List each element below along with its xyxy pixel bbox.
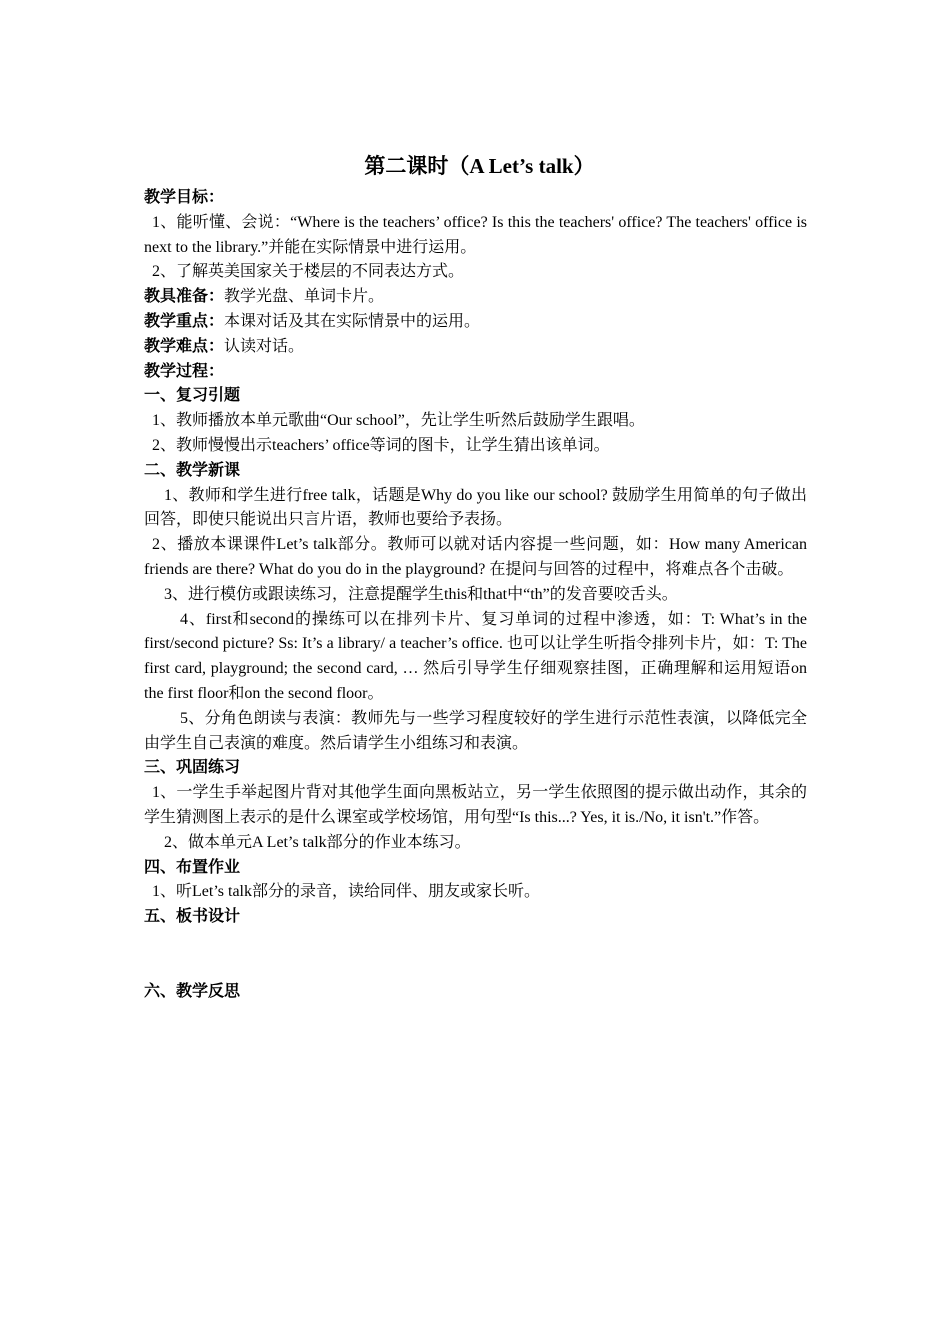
- lesson-plan: [144, 148, 807, 1005]
- objective-item-1: 1、能听懂、会说：“Where is the teachers’ office? Is this the teachers' office? The teachers' office is next to the library.”并能在实际情景中进行运用。: [144, 213, 807, 256]
- page-title: 第二课时（A Let’s talk）: [364, 154, 595, 178]
- materials-row: [144, 285, 807, 310]
- section-6-heading: 六、教学反思: [144, 982, 241, 1000]
- difficulties-row: [144, 335, 807, 360]
- process-label: 教学过程：: [144, 362, 225, 380]
- key-points-text: 本课对话及其在实际情景中的运用。: [224, 312, 481, 330]
- section-1-item-1: 1、教师播放本单元歌曲“Our school”，先让学生听然后鼓励学生跟唱。: [152, 412, 645, 430]
- section-4-heading: 四、布置作业: [144, 858, 241, 876]
- key-points-label: 教学重点：: [144, 312, 225, 330]
- materials-label: 教具准备：: [144, 288, 225, 306]
- section-4-item-1: 1、听Let’s talk部分的录音，读给同伴、朋友或家长听。: [152, 883, 540, 901]
- section-1-heading: 一、复习引题: [144, 387, 241, 405]
- board-design-blank: [144, 930, 807, 980]
- section-2-item-5: 5、分角色朗读与表演：教师先与一些学习程度较好的学生进行示范性表演，以降低完全由学生自己表演的难度。然后请学生小组练习和表演。: [144, 709, 807, 752]
- section-2-item-4: 4、first和second的操练可以在排列卡片、复习单词的过程中渗透，如：T: What’s in the first/second picture? Ss: It’s a library/ a teacher’s office. 也可以让学生听指令排列卡片，如：T: The first card, playground; the second card, … 然后引导学生仔细观察挂图，正确理解和运用短语on the first floor和on the second floor。: [144, 610, 807, 702]
- section-1-item-2: 2、教师慢慢出示teachers’ office等词的图卡，让学生猜出该单词。: [152, 436, 610, 454]
- objective-item-2: 2、了解英美国家关于楼层的不同表达方式。: [152, 263, 465, 281]
- section-3-item-2: 2、做本单元A Let’s talk部分的作业本练习。: [164, 833, 471, 851]
- section-3-item-1: 1、一学生手举起图片背对其他学生面向黑板站立，另一学生依照图的提示做出动作，其余的学生猜测图上表示的是什么课室或学校场馆，用句型“Is this...? Yes, it is./No, it isn't.”作答。: [144, 784, 807, 826]
- section-2-item-1: 1、教师和学生进行free talk，话题是Why do you like our school? 鼓励学生用简单的句子做出回答，即使只能说出只言片语，教师也要给予表扬。: [144, 486, 807, 529]
- difficulties-label: 教学难点：: [144, 337, 225, 355]
- section-2-item-2: 2、播放本课课件Let’s talk部分。教师可以就对话内容提一些问题，如：How many American friends are there? What do you do in the playground? 在提问与回答的过程中，将难点各个击破。: [144, 536, 807, 578]
- section-5-heading: 五、板书设计: [144, 908, 241, 926]
- section-2-heading: 二、教学新课: [144, 461, 241, 479]
- materials-text: 教学光盘、单词卡片。: [224, 288, 385, 306]
- objectives-label: 教学目标：: [144, 189, 225, 206]
- section-3-heading: 三、巩固练习: [144, 759, 241, 777]
- section-2-item-3: 3、进行模仿或跟读练习，注意提醒学生this和that中“th”的发音要咬舌头。: [164, 585, 678, 603]
- key-points-row: [144, 310, 807, 335]
- difficulties-text: 认读对话。: [224, 337, 305, 355]
